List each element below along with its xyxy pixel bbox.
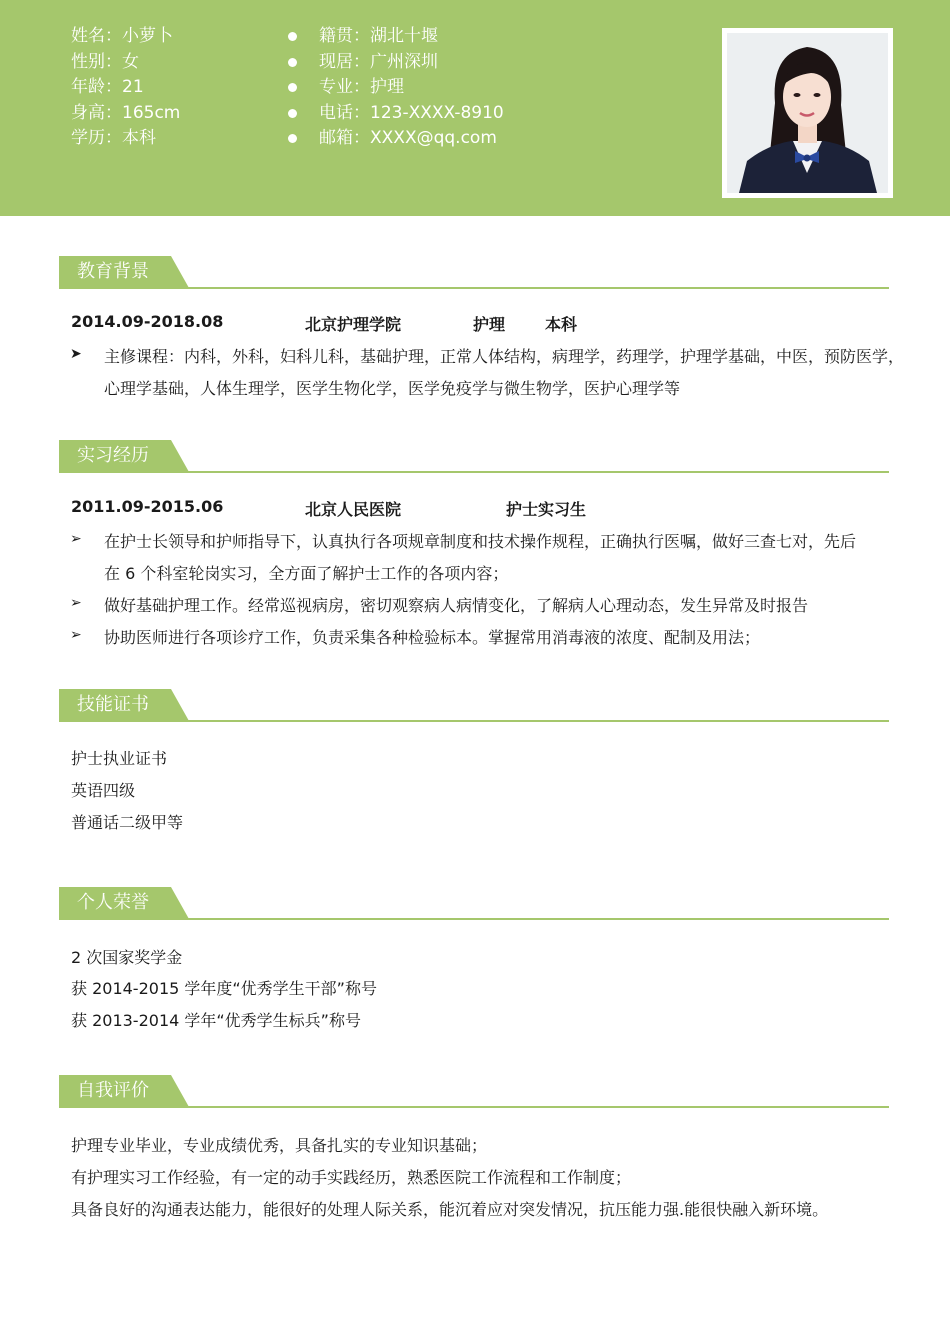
section-divider [59, 287, 889, 289]
section-tab [59, 256, 189, 288]
section-tab [59, 689, 189, 721]
portrait-image [727, 33, 888, 193]
header-banner [0, 0, 950, 216]
internship-item-3: 协助医师进行各项诊疗工作，负责采集各种检验标本。掌握常用消毒液的浓度、配制及用法； [104, 628, 761, 647]
info-email-text: 邮箱：XXXX@qq.com [319, 128, 497, 148]
education-courses-line2: 心理学基础，人体生理学，医学生物化学，医学免疫学与微生物学，医护心理学等 [104, 379, 681, 398]
section-header-skills [59, 689, 889, 723]
section-header-education [59, 256, 889, 290]
bullet-dot-icon [288, 109, 297, 118]
bullet-arrow-icon: ➤ [70, 346, 82, 362]
skill-item: 英语四级 [71, 781, 136, 800]
info-gender: 性别：女 [71, 51, 139, 72]
self-eval-item: 具备良好的沟通表达能力，能很好的处理人际关系，能沉着应对突发情况，抗压能力强.能很快融入新环境。 [71, 1200, 829, 1219]
bullet-arrow-icon: ➢ [70, 627, 82, 643]
basic-info-left [71, 24, 180, 152]
section-tab [59, 1075, 189, 1107]
bullet-dot-icon [288, 58, 297, 67]
self-eval-item: 有护理实习工作经验，有一定的动手实践经历，熟悉医院工作流程和工作制度； [71, 1168, 632, 1187]
info-major-text: 专业：护理 [319, 77, 404, 97]
section-title-skills: 技能证书 [77, 694, 149, 715]
education-major: 护理 [473, 315, 506, 334]
info-education: 学历：本科 [71, 128, 156, 148]
internship-item-1-cont: 在 6 个科室轮岗实习，全方面了解护士工作的各项内容； [104, 564, 509, 583]
internship-item-2: 做好基础护理工作。经常巡视病房，密切观察病人病情变化，了解病人心理动态，发生异常及时报告 [104, 596, 809, 615]
section-divider [59, 918, 889, 920]
self-eval-item: 护理专业毕业，专业成绩优秀，具备扎实的专业知识基础； [71, 1136, 488, 1155]
section-title-education: 教育背景 [77, 261, 149, 282]
skill-item: 普通话二级甲等 [71, 813, 184, 832]
info-residence [286, 50, 504, 76]
section-header-honors [59, 887, 889, 921]
bullet-dot-icon [288, 83, 297, 92]
education-degree: 本科 [545, 315, 578, 334]
section-title-internship: 实习经历 [77, 445, 149, 466]
bullet-arrow-icon: ➢ [70, 531, 82, 547]
info-residence-text: 现居：广州深圳 [319, 51, 438, 72]
section-divider [59, 720, 889, 722]
bullet-dot-icon [288, 32, 297, 41]
internship-period: 2011.09-2015.06 [71, 497, 224, 516]
info-name: 姓名：小萝卜 [71, 26, 173, 46]
basic-info-right [286, 24, 504, 152]
honor-item: 2 次国家奖学金 [71, 948, 183, 967]
info-major [286, 75, 504, 101]
honor-item: 获 2013-2014 学年“优秀学生标兵”称号 [71, 1011, 361, 1030]
internship-item-1: 在护士长领导和护师指导下，认真执行各项规章制度和技术操作规程，正确执行医嘱，做好三查七对，先后 [104, 532, 857, 551]
info-age: 年龄：21 [71, 77, 144, 97]
bullet-dot-icon [288, 134, 297, 143]
honor-item: 获 2014-2015 学年度“优秀学生干部”称号 [71, 979, 377, 998]
section-divider [59, 471, 889, 473]
info-phone [286, 101, 504, 127]
education-courses-line1: 主修课程：内科，外科，妇科儿科，基础护理，正常人体结构，病理学，药理学，护理学基础，中医，预防医学， [104, 347, 905, 366]
info-hometown [286, 24, 504, 50]
info-hometown-text: 籍贯：湖北十堰 [319, 26, 438, 46]
internship-hospital: 北京人民医院 [305, 500, 402, 519]
bullet-arrow-icon: ➢ [70, 595, 82, 611]
section-title-honors: 个人荣誉 [77, 892, 149, 913]
skill-item: 护士执业证书 [71, 749, 168, 768]
section-tab [59, 887, 189, 919]
info-height: 身高：165cm [71, 102, 181, 123]
internship-role: 护士实习生 [506, 500, 587, 519]
section-header-self-eval [59, 1075, 889, 1109]
info-email [286, 126, 504, 152]
section-header-internship [59, 440, 889, 474]
education-period: 2014.09-2018.08 [71, 312, 224, 331]
section-tab [59, 440, 189, 472]
education-school: 北京护理学院 [305, 315, 402, 334]
section-divider [59, 1106, 889, 1108]
section-title-self-eval: 自我评价 [77, 1080, 149, 1101]
info-phone-text: 电话：123-XXXX-8910 [319, 102, 504, 123]
profile-photo [722, 28, 893, 198]
